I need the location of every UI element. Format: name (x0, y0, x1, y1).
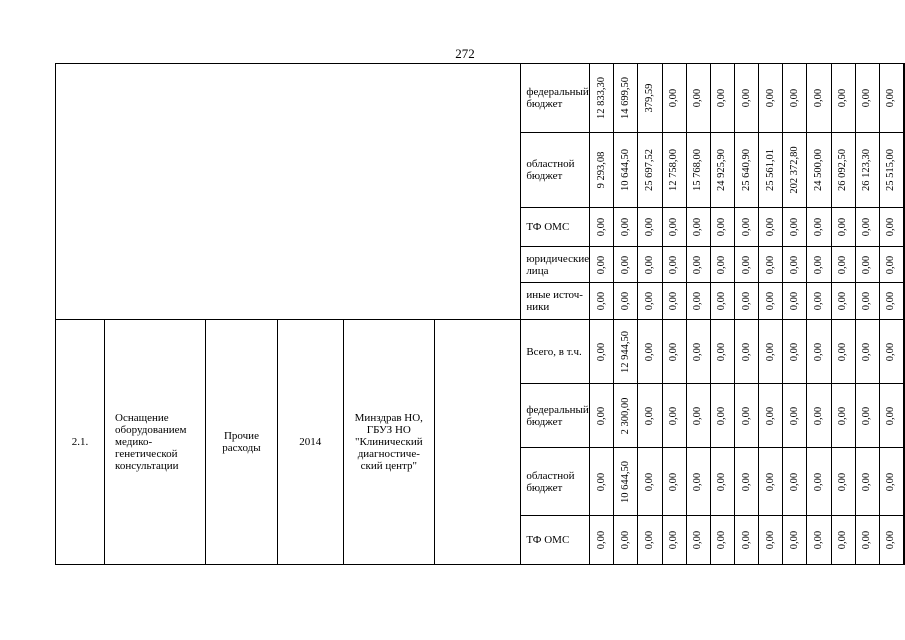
value-cell (855, 448, 879, 516)
value-cell (807, 320, 831, 384)
source-label: иные источ-ники (521, 283, 590, 320)
value-text: 0,00 (861, 291, 873, 311)
value-text: 0,00 (668, 255, 680, 274)
value-text (904, 397, 905, 434)
value-text: 0,00 (764, 342, 776, 361)
value-cell (831, 133, 855, 208)
value-cell (879, 208, 903, 247)
value-cell (614, 64, 638, 133)
value-cell (831, 64, 855, 133)
value-text (904, 331, 905, 373)
value-cell (759, 247, 783, 283)
value-text: 0,00 (595, 530, 607, 550)
value-cell (783, 448, 807, 516)
value-cell (831, 516, 855, 565)
value-text: 0,00 (668, 406, 680, 425)
value-text: 0,00 (740, 291, 752, 311)
value-text: 0,00 (788, 342, 800, 361)
value-text: 25 697,52 (643, 149, 655, 191)
value-cell (590, 320, 614, 384)
value-text: 0,00 (788, 255, 800, 274)
value-text: 0,00 (837, 88, 849, 108)
value-cell (662, 320, 686, 384)
value-text: 0,00 (740, 530, 752, 550)
value-text: 0,00 (619, 530, 631, 550)
value-text: 0,00 (668, 530, 680, 550)
value-cell (638, 384, 662, 448)
value-text: 10 644,50 (619, 460, 631, 503)
value-text: 0,00 (812, 472, 824, 491)
value-cell (686, 283, 710, 320)
value-text: 0,00 (643, 342, 655, 361)
value-cell (590, 133, 614, 208)
value-cell (759, 208, 783, 247)
expense-type: Прочие расходы (206, 320, 277, 565)
value-cell (855, 247, 879, 283)
value-cell (614, 208, 638, 247)
value-text: 0,00 (716, 255, 728, 274)
value-cell (855, 384, 879, 448)
value-text: 12 833,30 (595, 77, 607, 119)
value-cell (904, 320, 905, 384)
value-text: 0,00 (861, 530, 873, 550)
value-cell (904, 384, 905, 448)
value-text: 0,00 (668, 291, 680, 311)
value-cell (855, 133, 879, 208)
value-text: 0,00 (595, 291, 607, 311)
value-cell (831, 320, 855, 384)
value-cell (783, 283, 807, 320)
value-text: 202 372,80 (788, 146, 800, 194)
value-text: 0,00 (643, 291, 655, 311)
value-cell (590, 247, 614, 283)
item-name: Оснащение оборудованием медико-генетической консультации (105, 320, 206, 565)
value-cell (614, 384, 638, 448)
value-text: 0,00 (837, 472, 849, 491)
value-text: 0,00 (595, 406, 607, 425)
value-text: 0,00 (788, 291, 800, 311)
value-text: 0,00 (812, 406, 824, 425)
value-cell (686, 208, 710, 247)
value-text: 0,00 (619, 291, 631, 311)
value-cell (710, 516, 734, 565)
value-cell (590, 283, 614, 320)
value-text: 0,00 (692, 342, 704, 361)
value-text: 0,00 (619, 217, 631, 237)
value-cell (662, 133, 686, 208)
value-cell (879, 247, 903, 283)
value-text: 0,00 (643, 406, 655, 425)
value-cell (904, 247, 905, 283)
value-cell (807, 247, 831, 283)
value-text: 0,00 (861, 342, 873, 361)
value-text: 0,00 (812, 291, 824, 311)
value-cell (590, 208, 614, 247)
value-cell (638, 516, 662, 565)
value-text: 0,00 (716, 406, 728, 425)
value-cell (879, 283, 903, 320)
value-cell (662, 384, 686, 448)
value-cell (734, 247, 758, 283)
source-label: Всего, в т.ч. (521, 320, 590, 384)
source-label: федеральный бюджет (521, 64, 590, 133)
item-executor: Минздрав НО, ГБУЗ НО "Клинический диагностиче-ский центр" (344, 320, 434, 565)
value-text: 0,00 (740, 217, 752, 237)
value-cell (759, 448, 783, 516)
value-text: 0,00 (885, 530, 897, 550)
value-cell (710, 133, 734, 208)
value-text (904, 146, 905, 193)
value-text: 0,00 (668, 88, 680, 108)
value-cell (904, 64, 905, 133)
merged-empty-cell (434, 320, 521, 565)
value-text (904, 531, 905, 549)
value-cell (855, 320, 879, 384)
value-text: 0,00 (668, 217, 680, 237)
value-cell (879, 64, 903, 133)
value-cell (904, 516, 905, 565)
value-text: 0,00 (861, 255, 873, 274)
value-text (904, 218, 905, 236)
value-cell (590, 64, 614, 133)
value-cell (879, 516, 903, 565)
value-text: 0,00 (764, 291, 776, 311)
value-cell (831, 384, 855, 448)
value-cell (614, 516, 638, 565)
value-cell (686, 384, 710, 448)
value-text: 26 123,30 (861, 149, 873, 191)
value-text: 0,00 (716, 291, 728, 311)
value-cell (855, 516, 879, 565)
value-cell (904, 133, 905, 208)
value-cell (734, 64, 758, 133)
value-cell (662, 283, 686, 320)
value-text: 0,00 (643, 472, 655, 491)
value-text (904, 292, 905, 310)
value-cell (904, 283, 905, 320)
value-cell (686, 133, 710, 208)
value-cell (638, 208, 662, 247)
value-text (904, 461, 905, 503)
value-text: 0,00 (740, 406, 752, 425)
value-text: 0,00 (861, 472, 873, 491)
item-number: 2.1. (56, 320, 105, 565)
value-cell (807, 64, 831, 133)
value-cell (759, 133, 783, 208)
value-cell (759, 64, 783, 133)
value-text: 0,00 (885, 217, 897, 237)
value-text: 0,00 (764, 255, 776, 274)
value-text: 0,00 (595, 255, 607, 274)
value-text: 0,00 (885, 255, 897, 274)
value-cell (710, 283, 734, 320)
value-cell (783, 208, 807, 247)
value-cell (638, 247, 662, 283)
value-text: 0,00 (716, 217, 728, 237)
value-text (904, 77, 905, 119)
value-cell (614, 448, 638, 516)
value-cell (686, 320, 710, 384)
value-text: 25 561,01 (764, 149, 776, 191)
value-text: 0,00 (619, 255, 631, 274)
value-cell (879, 320, 903, 384)
value-cell (734, 448, 758, 516)
value-cell (904, 208, 905, 247)
value-text: 0,00 (788, 217, 800, 237)
value-text: 25 515,00 (885, 149, 897, 191)
value-text: 0,00 (788, 88, 800, 108)
value-cell (614, 283, 638, 320)
value-cell (710, 208, 734, 247)
value-cell (710, 247, 734, 283)
value-text: 0,00 (788, 472, 800, 491)
value-cell (879, 384, 903, 448)
source-label: ТФ ОМС (521, 208, 590, 247)
value-cell (734, 320, 758, 384)
value-cell (590, 516, 614, 565)
value-cell (638, 283, 662, 320)
value-text: 9 293,08 (595, 151, 607, 189)
value-text: 0,00 (861, 217, 873, 237)
value-cell (710, 64, 734, 133)
value-text: 0,00 (764, 406, 776, 425)
value-cell (783, 247, 807, 283)
value-text: 0,00 (692, 255, 704, 274)
value-text: 0,00 (812, 217, 824, 237)
value-text (904, 255, 905, 273)
value-text: 0,00 (595, 217, 607, 237)
value-text: 0,00 (885, 88, 897, 108)
value-text: 0,00 (692, 530, 704, 550)
value-text: 0,00 (668, 472, 680, 491)
value-cell (759, 516, 783, 565)
value-cell (783, 320, 807, 384)
value-cell (759, 320, 783, 384)
table-row (56, 320, 905, 384)
value-cell (590, 384, 614, 448)
value-text: 0,00 (764, 217, 776, 237)
value-text: 0,00 (740, 255, 752, 274)
value-cell (807, 208, 831, 247)
value-cell (590, 448, 614, 516)
value-text: 0,00 (812, 342, 824, 361)
value-text: 0,00 (837, 291, 849, 311)
value-cell (686, 448, 710, 516)
value-text: 0,00 (812, 88, 824, 108)
value-text: 0,00 (788, 406, 800, 425)
value-text: 12 758,00 (668, 149, 680, 191)
table-row (56, 64, 905, 133)
value-cell (759, 384, 783, 448)
value-cell (638, 320, 662, 384)
page-number: 272 (455, 46, 475, 61)
value-cell (879, 448, 903, 516)
value-text: 24 500,00 (812, 149, 824, 191)
value-cell (831, 247, 855, 283)
value-text: 0,00 (692, 472, 704, 491)
value-cell (831, 283, 855, 320)
value-text: 25 640,90 (740, 149, 752, 191)
value-text: 0,00 (692, 291, 704, 311)
value-cell (662, 247, 686, 283)
value-cell (734, 384, 758, 448)
value-cell (807, 133, 831, 208)
merged-empty-cell (56, 64, 521, 320)
value-text: 0,00 (764, 472, 776, 491)
value-text: 0,00 (643, 255, 655, 274)
value-text: 0,00 (740, 342, 752, 361)
value-text: 0,00 (764, 530, 776, 550)
value-text: 0,00 (812, 530, 824, 550)
value-text: 0,00 (837, 406, 849, 425)
source-label: юридические лица (521, 247, 590, 283)
budget-table (55, 63, 905, 565)
value-cell (783, 64, 807, 133)
value-cell (662, 448, 686, 516)
value-cell (734, 516, 758, 565)
value-cell (710, 384, 734, 448)
value-text: 0,00 (885, 406, 897, 425)
value-cell (759, 283, 783, 320)
value-cell (662, 64, 686, 133)
value-cell (807, 448, 831, 516)
value-cell (638, 133, 662, 208)
value-text: 14 699,50 (619, 77, 631, 119)
value-cell (614, 133, 638, 208)
value-text: 0,00 (716, 472, 728, 491)
value-text: 24 925,90 (716, 149, 728, 191)
value-text: 0,00 (837, 255, 849, 274)
value-cell (879, 133, 903, 208)
value-cell (638, 64, 662, 133)
item-year: 2014 (277, 320, 344, 565)
value-cell (734, 133, 758, 208)
value-text: 0,00 (716, 530, 728, 550)
value-text: 0,00 (643, 217, 655, 237)
source-label: областной бюджет (521, 448, 590, 516)
value-cell (710, 448, 734, 516)
value-cell (662, 208, 686, 247)
value-text: 15 768,00 (692, 149, 704, 191)
source-label: ТФ ОМС (521, 516, 590, 565)
value-text: 0,00 (837, 217, 849, 237)
value-cell (614, 320, 638, 384)
value-cell (686, 247, 710, 283)
value-cell (783, 384, 807, 448)
value-cell (734, 283, 758, 320)
value-cell (855, 208, 879, 247)
value-cell (686, 516, 710, 565)
value-text: 0,00 (643, 530, 655, 550)
value-cell (807, 516, 831, 565)
value-text: 0,00 (668, 342, 680, 361)
value-cell (783, 516, 807, 565)
value-cell (831, 448, 855, 516)
value-cell (904, 448, 905, 516)
value-text: 0,00 (788, 530, 800, 550)
value-cell (807, 283, 831, 320)
value-cell (614, 247, 638, 283)
value-cell (855, 64, 879, 133)
value-text: 0,00 (861, 406, 873, 425)
value-text: 0,00 (837, 342, 849, 361)
value-cell (783, 133, 807, 208)
value-text: 0,00 (716, 88, 728, 108)
value-cell (734, 208, 758, 247)
value-text: 0,00 (861, 88, 873, 108)
value-text: 0,00 (692, 88, 704, 108)
value-text: 0,00 (595, 472, 607, 491)
value-cell (710, 320, 734, 384)
value-cell (855, 283, 879, 320)
value-text: 2 300,00 (619, 397, 631, 434)
value-cell (638, 448, 662, 516)
source-label: федеральный бюджет (521, 384, 590, 448)
value-text: 0,00 (595, 342, 607, 361)
value-cell (686, 64, 710, 133)
value-text: 12 944,50 (619, 330, 631, 373)
source-label: областной бюджет (521, 133, 590, 208)
value-text: 379,59 (643, 83, 655, 113)
value-text: 0,00 (885, 472, 897, 491)
value-text: 0,00 (812, 255, 824, 274)
value-text: 0,00 (885, 342, 897, 361)
value-text: 0,00 (740, 472, 752, 491)
value-text: 26 092,50 (837, 149, 849, 191)
value-text: 0,00 (692, 406, 704, 425)
value-text: 10 644,50 (619, 149, 631, 191)
value-text: 0,00 (716, 342, 728, 361)
value-cell (662, 516, 686, 565)
value-text: 0,00 (692, 217, 704, 237)
value-text: 0,00 (764, 88, 776, 108)
value-text: 0,00 (837, 530, 849, 550)
value-text: 0,00 (885, 291, 897, 311)
value-cell (807, 384, 831, 448)
value-text: 0,00 (740, 88, 752, 108)
value-cell (831, 208, 855, 247)
